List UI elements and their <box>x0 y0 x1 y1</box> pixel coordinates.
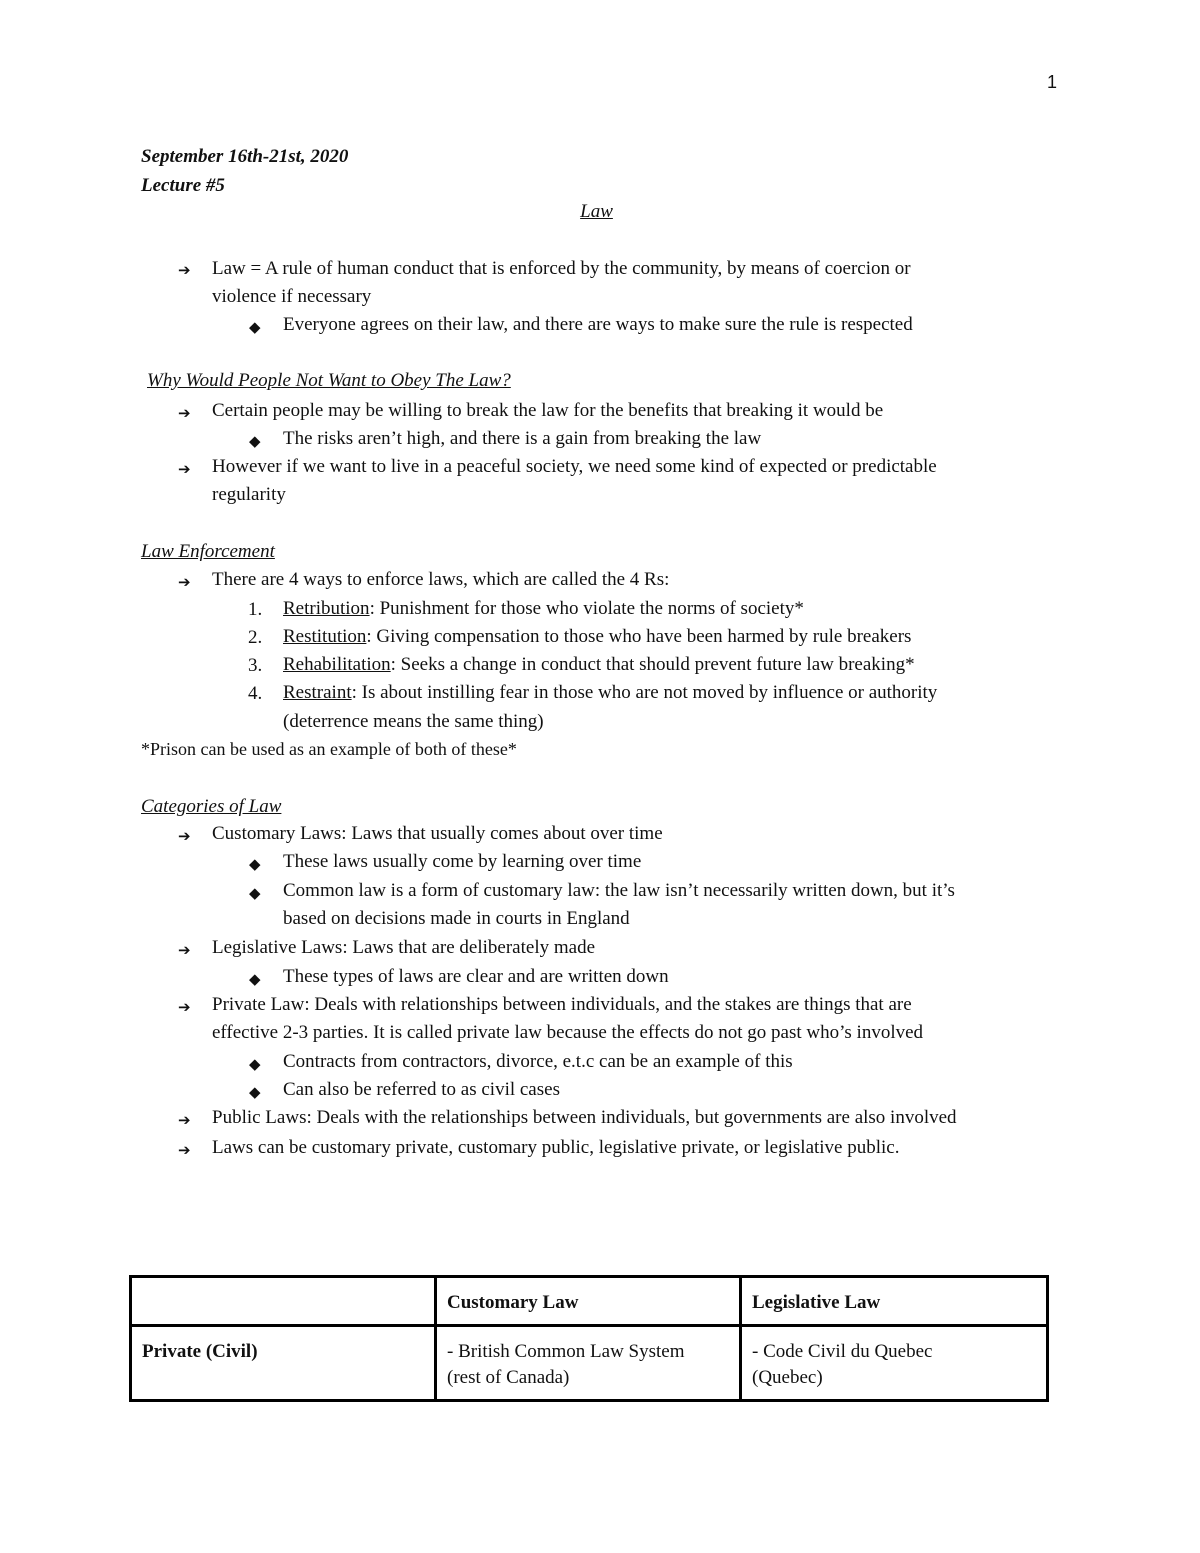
arrow-right-icon: ➔ <box>178 261 191 279</box>
list-item-restitution <box>283 623 911 651</box>
why-sub-bullet: The risks aren’t high, and there is a gain from breaking the law <box>283 428 762 449</box>
table-cell-legislative <box>741 1326 1048 1401</box>
list-number: 2. <box>248 627 263 648</box>
why-bullet-1: Certain people may be willing to break the law for the benefits that breaking it would be <box>212 400 884 421</box>
private-sub-1: Contracts from contractors, divorce, e.t.c can be an example of this <box>283 1051 793 1072</box>
why-bullet-2-line2: regularity <box>212 484 286 505</box>
diamond-bullet-icon: ◆ <box>249 1055 261 1073</box>
page-title: Law <box>580 201 613 222</box>
intro-bullet-line1: Law = A rule of human conduct that is enforced by the community, by means of coercion or <box>212 258 911 279</box>
table-row-label: Private (Civil) <box>131 1326 436 1401</box>
table-header-legislative: Legislative Law <box>741 1277 1048 1326</box>
diamond-bullet-icon: ◆ <box>249 318 261 336</box>
lecture-number: Lecture #5 <box>141 175 225 196</box>
table-header-empty <box>131 1277 436 1326</box>
arrow-right-icon: ➔ <box>178 827 191 845</box>
customary-sub-2-line2: based on decisions made in courts in England <box>283 908 630 929</box>
arrow-right-icon: ➔ <box>178 1141 191 1159</box>
diamond-bullet-icon: ◆ <box>249 884 261 902</box>
document-header <box>141 142 348 200</box>
diamond-bullet-icon: ◆ <box>249 970 261 988</box>
table-header-customary: Customary Law <box>436 1277 741 1326</box>
arrow-right-icon: ➔ <box>178 460 191 478</box>
intro-sub-bullet: Everyone agrees on their law, and there are ways to make sure the rule is respected <box>283 314 913 335</box>
law-categories-table <box>129 1275 1049 1402</box>
arrow-right-icon: ➔ <box>178 998 191 1016</box>
term: Restitution <box>283 626 367 647</box>
diamond-bullet-icon: ◆ <box>249 432 261 450</box>
list-item-restraint <box>283 679 937 707</box>
categories-heading: Categories of Law <box>141 796 282 817</box>
lecture-date: September 16th-21st, 2020 <box>141 146 349 167</box>
definition: : Giving compensation to those who have been harmed by rule breakers <box>366 626 912 647</box>
cell-line: - British Common Law System <box>447 1341 685 1362</box>
definition: : Punishment for those who violate the norms of society* <box>369 598 804 619</box>
private-bullet-line1: Private Law: Deals with relationships between individuals, and the stakes are things that are <box>212 994 912 1015</box>
definition: : Is about instilling fear in those who are not moved by influence or authority <box>351 682 938 703</box>
customary-bullet: Customary Laws: Laws that usually comes about over time <box>212 823 663 844</box>
cell-line: (rest of Canada) <box>447 1367 570 1388</box>
list-number: 1. <box>248 599 263 620</box>
diamond-bullet-icon: ◆ <box>249 855 261 873</box>
list-number: 3. <box>248 655 263 676</box>
table-row <box>131 1326 1048 1401</box>
public-bullet: Public Laws: Deals with the relationships between individuals, but governments are also involved <box>212 1107 957 1128</box>
list-item-restraint-line2: (deterrence means the same thing) <box>283 711 544 732</box>
term: Rehabilitation <box>283 654 391 675</box>
definition: : Seeks a change in conduct that should prevent future law breaking* <box>390 654 915 675</box>
why-bullet-2-line1: However if we want to live in a peaceful society, we need some kind of expected or predictable <box>212 456 937 477</box>
prison-note: *Prison can be used as an example of both of these* <box>141 739 517 759</box>
cell-line: (Quebec) <box>752 1367 823 1388</box>
arrow-right-icon: ➔ <box>178 1111 191 1129</box>
table-header-row <box>131 1277 1048 1326</box>
why-heading: Why Would People Not Want to Obey The Law? <box>147 370 511 391</box>
enforcement-heading: Law Enforcement <box>141 541 275 562</box>
intro-bullet-line2: violence if necessary <box>212 286 372 307</box>
private-bullet-line2: effective 2-3 parties. It is called private law because the effects do not go past who’s involved <box>212 1022 924 1043</box>
arrow-right-icon: ➔ <box>178 573 191 591</box>
combination-bullet: Laws can be customary private, customary public, legislative private, or legislative public. <box>212 1137 900 1158</box>
table-cell-customary <box>436 1326 741 1401</box>
diamond-bullet-icon: ◆ <box>249 1083 261 1101</box>
legislative-bullet: Legislative Laws: Laws that are deliberately made <box>212 937 596 958</box>
cell-line: - Code Civil du Quebec <box>752 1341 933 1362</box>
arrow-right-icon: ➔ <box>178 941 191 959</box>
list-item-rehabilitation <box>283 651 915 679</box>
customary-sub-1: These laws usually come by learning over time <box>283 851 642 872</box>
term: Retribution <box>283 598 370 619</box>
arrow-right-icon: ➔ <box>178 404 191 422</box>
legislative-sub-1: These types of laws are clear and are written down <box>283 966 669 987</box>
private-sub-2: Can also be referred to as civil cases <box>283 1079 560 1100</box>
list-number: 4. <box>248 683 263 704</box>
list-item-retribution <box>283 595 804 623</box>
page-number: 1 <box>1046 72 1057 92</box>
term: Restraint <box>283 682 352 703</box>
customary-sub-2-line1: Common law is a form of customary law: the law isn’t necessarily written down, but it’s <box>283 880 955 901</box>
enforcement-bullet: There are 4 ways to enforce laws, which are called the 4 Rs: <box>212 569 670 590</box>
